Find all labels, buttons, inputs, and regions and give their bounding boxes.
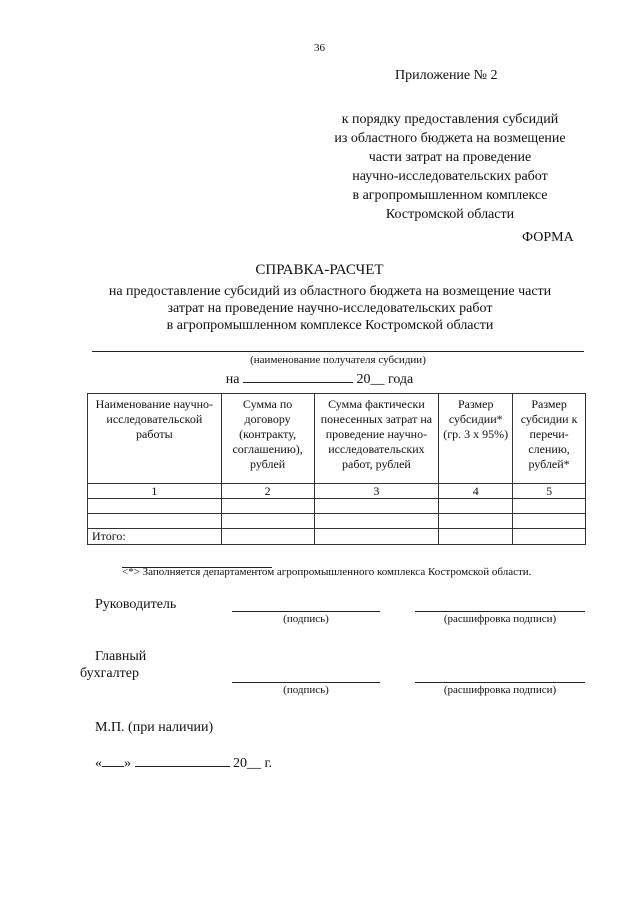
column-number: 4 [439, 484, 513, 499]
date-suffix: года [387, 372, 414, 387]
head-decoding-line[interactable] [415, 611, 585, 612]
column-number: 1 [88, 484, 222, 499]
appendix-line: части затрат на проведение [368, 150, 532, 165]
column-number: 2 [221, 484, 314, 499]
document-title: СПРАВКА-РАСЧЕТ [255, 262, 384, 278]
column-number-row [88, 484, 586, 499]
column-number: 5 [513, 484, 586, 499]
appendix-line: Костромской области [385, 207, 515, 222]
head-label: Руководитель [95, 597, 177, 612]
accountant-decoding-line[interactable] [415, 682, 585, 683]
stamp-note: М.П. (при наличии) [95, 720, 214, 735]
table-cell[interactable] [314, 529, 439, 545]
table-cell[interactable] [513, 499, 586, 514]
date-prefix: на [225, 372, 240, 387]
header-work-name: Наименование научно-исследовательской работы [88, 394, 222, 484]
bottom-date-suffix: г. [264, 756, 273, 771]
table-cell[interactable] [221, 499, 314, 514]
date-year: 20__ [356, 372, 385, 387]
subtitle-line: затрат на проведение научно-исследовательских работ [167, 301, 493, 316]
day-blank[interactable] [102, 753, 124, 767]
form-label: ФОРМА [522, 230, 574, 245]
appendix-title: Приложение № 2 [395, 68, 498, 83]
appendix-line: к порядку предоставления субсидий [341, 112, 559, 127]
open-quote: « [95, 756, 102, 771]
header-subsidy-size: Размер субсидии* (гр. 3 x 95%) [439, 394, 513, 484]
table-cell[interactable] [439, 514, 513, 529]
bottom-date [95, 753, 272, 772]
table-cell[interactable] [314, 514, 439, 529]
appendix-line: из областного бюджета на возмещение [334, 131, 566, 146]
table-cell[interactable] [439, 529, 513, 545]
close-quote: » [124, 756, 131, 771]
table-cell[interactable] [88, 514, 222, 529]
accountant-label-line2: бухгалтер [80, 666, 139, 681]
accountant-signature-caption: (подпись) [283, 684, 329, 696]
appendix-line: научно-исследовательских работ [352, 169, 548, 184]
appendix-description [300, 110, 600, 224]
accountant-signature-line[interactable] [232, 682, 380, 683]
table-cell[interactable] [221, 529, 314, 545]
column-number: 3 [314, 484, 439, 499]
total-row [88, 529, 586, 545]
date-blank [243, 369, 353, 383]
head-decoding-caption: (расшифровка подписи) [443, 613, 557, 625]
table-cell[interactable] [439, 499, 513, 514]
table-row [88, 514, 586, 529]
accountant-decoding-caption: (расшифровка подписи) [443, 684, 557, 696]
header-actual-costs: Сумма фактически понесенных затрат на проведение научно-исследовательских работ, рублей [314, 394, 439, 484]
accountant-label-line1: Главный [95, 649, 147, 664]
total-label: Итого: [88, 529, 222, 545]
appendix-line: в агропромышленном комплексе [352, 188, 548, 203]
recipient-name-line [92, 351, 584, 352]
report-date-line [0, 369, 639, 388]
table-cell[interactable] [513, 514, 586, 529]
calculation-table [87, 393, 586, 545]
table-row [88, 499, 586, 514]
head-signature-line[interactable] [232, 611, 380, 612]
footnote: <*> Заполняется департаментом агропромышленного комплекса Костромской области. [122, 566, 532, 578]
table-cell[interactable] [88, 499, 222, 514]
month-blank[interactable] [135, 753, 230, 767]
document-subtitle [60, 283, 600, 334]
subtitle-line: на предоставление субсидий из областного бюджета на возмещение части [108, 284, 552, 299]
header-contract-sum: Сумма по договору (контракту, соглашению), рублей [221, 394, 314, 484]
table-cell[interactable] [314, 499, 439, 514]
table-header-row [88, 394, 586, 484]
table-cell[interactable] [513, 529, 586, 545]
recipient-caption: (наименование получателя субсидии) [250, 354, 426, 366]
page-number: 36 [314, 42, 325, 54]
subtitle-line: в агропромышленном комплексе Костромской области [166, 318, 494, 333]
bottom-year: 20__ [233, 756, 261, 771]
table-cell[interactable] [221, 514, 314, 529]
header-subsidy-transfer: Размер субсидии к перечи-слению, рублей* [513, 394, 586, 484]
head-signature-caption: (подпись) [283, 613, 329, 625]
